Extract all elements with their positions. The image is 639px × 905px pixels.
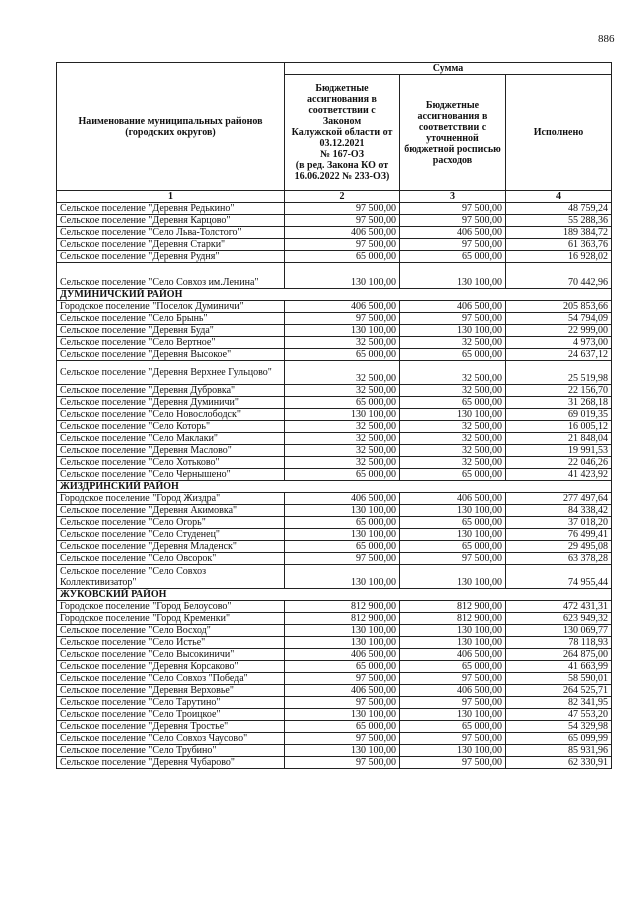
executed-value: 16 928,02 [506, 251, 612, 263]
refined-allocation-value: 65 000,00 [400, 251, 506, 263]
settlement-name: Сельское поселение "Деревня Акимовка" [57, 505, 285, 517]
executed-value: 47 553,20 [506, 709, 612, 721]
refined-allocation-value: 812 900,00 [400, 601, 506, 613]
settlement-name: Сельское поселение "Село Овсорок" [57, 553, 285, 565]
executed-value: 22 999,00 [506, 325, 612, 337]
refined-allocation-value: 32 500,00 [400, 445, 506, 457]
executed-value: 82 341,95 [506, 697, 612, 709]
header-law-allocation: Бюджетные ассигнования в соответствии с Законом Калужской области от 03.12.2021 № 167-ОЗ (в ред. Закона КО от 16.06.2022 № 233-ОЗ) [285, 75, 400, 191]
executed-value: 19 991,53 [506, 445, 612, 457]
executed-value: 277 497,64 [506, 493, 612, 505]
settlement-name: Сельское поселение "Деревня Корсаково" [57, 661, 285, 673]
law-allocation-value: 130 100,00 [285, 409, 400, 421]
settlement-name: Сельское поселение "Село Огорь" [57, 517, 285, 529]
table-row [57, 733, 612, 745]
executed-value: 24 637,12 [506, 349, 612, 361]
table-row [57, 385, 612, 397]
refined-allocation-value: 130 100,00 [400, 565, 506, 589]
law-allocation-value: 812 900,00 [285, 601, 400, 613]
table-row [57, 337, 612, 349]
table-row [57, 251, 612, 263]
table-row [57, 505, 612, 517]
executed-value: 25 519,98 [506, 361, 612, 385]
table-row [57, 203, 612, 215]
executed-value: 264 875,00 [506, 649, 612, 661]
executed-value: 58 590,01 [506, 673, 612, 685]
law-allocation-value: 406 500,00 [285, 227, 400, 239]
executed-value: 205 853,66 [506, 301, 612, 313]
executed-value: 31 268,18 [506, 397, 612, 409]
header-refined-allocation: Бюджетные ассигнования в соответствии с уточненной бюджетной росписью расходов [400, 75, 506, 191]
refined-allocation-value: 32 500,00 [400, 421, 506, 433]
law-allocation-value: 97 500,00 [285, 313, 400, 325]
district-section-row [57, 481, 612, 493]
law-allocation-value: 130 100,00 [285, 565, 400, 589]
law-allocation-value: 130 100,00 [285, 637, 400, 649]
executed-value: 48 759,24 [506, 203, 612, 215]
refined-allocation-value: 130 100,00 [400, 529, 506, 541]
refined-allocation-value: 406 500,00 [400, 227, 506, 239]
refined-allocation-value: 32 500,00 [400, 385, 506, 397]
district-section-row [57, 289, 612, 301]
refined-allocation-value: 97 500,00 [400, 313, 506, 325]
district-name: ЖИЗДРИНСКИЙ РАЙОН [57, 481, 612, 493]
law-allocation-value: 32 500,00 [285, 421, 400, 433]
settlement-name: Сельское поселение "Село Студенец" [57, 529, 285, 541]
table-row [57, 757, 612, 769]
column-number: 2 [285, 191, 400, 203]
settlement-name: Сельское поселение "Деревня Карцово" [57, 215, 285, 227]
settlement-name: Сельское поселение "Деревня Чубарово" [57, 757, 285, 769]
refined-allocation-value: 97 500,00 [400, 673, 506, 685]
settlement-name: Сельское поселение "Село Льва-Толстого" [57, 227, 285, 239]
executed-value: 65 099,99 [506, 733, 612, 745]
executed-value: 37 018,20 [506, 517, 612, 529]
executed-value: 189 384,72 [506, 227, 612, 239]
table-row [57, 553, 612, 565]
settlement-name: Сельское поселение "Деревня Старки" [57, 239, 285, 251]
refined-allocation-value: 97 500,00 [400, 553, 506, 565]
refined-allocation-value: 406 500,00 [400, 301, 506, 313]
table-row [57, 517, 612, 529]
settlement-name: Сельское поселение "Село Тарутино" [57, 697, 285, 709]
refined-allocation-value: 65 000,00 [400, 721, 506, 733]
law-allocation-value: 65 000,00 [285, 517, 400, 529]
law-allocation-value: 130 100,00 [285, 709, 400, 721]
executed-value: 84 338,42 [506, 505, 612, 517]
table-row [57, 565, 612, 589]
executed-value: 74 955,44 [506, 565, 612, 589]
law-allocation-value: 32 500,00 [285, 361, 400, 385]
table-row [57, 529, 612, 541]
settlement-name: Сельское поселение "Село Брынь" [57, 313, 285, 325]
law-allocation-value: 97 500,00 [285, 553, 400, 565]
table-row [57, 649, 612, 661]
settlement-name: Сельское поселение "Село Троицкое" [57, 709, 285, 721]
executed-value: 54 329,98 [506, 721, 612, 733]
page-number: 886 [598, 33, 615, 45]
refined-allocation-value: 97 500,00 [400, 203, 506, 215]
executed-value: 61 363,76 [506, 239, 612, 251]
settlement-name: Городское поселение "Город Кременки" [57, 613, 285, 625]
settlement-name: Сельское поселение "Село Вертное" [57, 337, 285, 349]
refined-allocation-value: 65 000,00 [400, 661, 506, 673]
district-section-row [57, 589, 612, 601]
law-allocation-value: 406 500,00 [285, 649, 400, 661]
law-allocation-value: 130 100,00 [285, 529, 400, 541]
table-row [57, 721, 612, 733]
law-allocation-value: 130 100,00 [285, 625, 400, 637]
table-row [57, 601, 612, 613]
refined-allocation-value: 812 900,00 [400, 613, 506, 625]
refined-allocation-value: 130 100,00 [400, 709, 506, 721]
header-executed: Исполнено [506, 75, 612, 191]
district-name: ДУМИНИЧСКИЙ РАЙОН [57, 289, 612, 301]
table-row [57, 409, 612, 421]
executed-value: 54 794,09 [506, 313, 612, 325]
settlement-name: Сельское поселение "Село Которь" [57, 421, 285, 433]
executed-value: 22 156,70 [506, 385, 612, 397]
refined-allocation-value: 32 500,00 [400, 361, 506, 385]
law-allocation-value: 65 000,00 [285, 541, 400, 553]
law-allocation-value: 97 500,00 [285, 757, 400, 769]
table-row [57, 301, 612, 313]
refined-allocation-value: 406 500,00 [400, 685, 506, 697]
executed-value: 41 663,99 [506, 661, 612, 673]
law-allocation-value: 97 500,00 [285, 733, 400, 745]
settlement-name: Сельское поселение "Село Совхоз Коллективизатор" [57, 565, 285, 589]
executed-value: 76 499,41 [506, 529, 612, 541]
table-row [57, 745, 612, 757]
refined-allocation-value: 97 500,00 [400, 215, 506, 227]
refined-allocation-value: 130 100,00 [400, 745, 506, 757]
settlement-name: Сельское поселение "Деревня Дубровка" [57, 385, 285, 397]
budget-table [56, 62, 612, 769]
refined-allocation-value: 65 000,00 [400, 517, 506, 529]
law-allocation-value: 32 500,00 [285, 337, 400, 349]
table-row [57, 433, 612, 445]
refined-allocation-value: 65 000,00 [400, 397, 506, 409]
executed-value: 41 423,92 [506, 469, 612, 481]
table-row [57, 457, 612, 469]
executed-value: 623 949,32 [506, 613, 612, 625]
header-sum: Сумма [285, 63, 612, 75]
law-allocation-value: 65 000,00 [285, 251, 400, 263]
refined-allocation-value: 97 500,00 [400, 239, 506, 251]
law-allocation-value: 97 500,00 [285, 203, 400, 215]
executed-value: 16 005,12 [506, 421, 612, 433]
law-allocation-value: 32 500,00 [285, 433, 400, 445]
executed-value: 29 495,08 [506, 541, 612, 553]
settlement-name: Сельское поселение "Село Маклаки" [57, 433, 285, 445]
law-allocation-value: 130 100,00 [285, 263, 400, 289]
table-row [57, 325, 612, 337]
executed-value: 130 069,77 [506, 625, 612, 637]
settlement-name: Сельское поселение "Деревня Рудня" [57, 251, 285, 263]
executed-value: 472 431,31 [506, 601, 612, 613]
settlement-name: Городское поселение "Город Жиздра" [57, 493, 285, 505]
law-allocation-value: 65 000,00 [285, 397, 400, 409]
table-row [57, 313, 612, 325]
law-allocation-value: 32 500,00 [285, 385, 400, 397]
law-allocation-value: 130 100,00 [285, 505, 400, 517]
settlement-name: Сельское поселение "Село Чернышено" [57, 469, 285, 481]
settlement-name: Сельское поселение "Деревня Тростье" [57, 721, 285, 733]
law-allocation-value: 97 500,00 [285, 239, 400, 251]
refined-allocation-value: 97 500,00 [400, 733, 506, 745]
table-row [57, 637, 612, 649]
settlement-name: Сельское поселение "Село Трубино" [57, 745, 285, 757]
settlement-name: Сельское поселение "Село Совхоз им.Ленина" [57, 263, 285, 289]
table-row [57, 421, 612, 433]
refined-allocation-value: 130 100,00 [400, 325, 506, 337]
column-number: 1 [57, 191, 285, 203]
column-number: 4 [506, 191, 612, 203]
refined-allocation-value: 97 500,00 [400, 757, 506, 769]
table-row [57, 625, 612, 637]
table-row [57, 685, 612, 697]
executed-value: 21 848,04 [506, 433, 612, 445]
settlement-name: Сельское поселение "Село Хотьково" [57, 457, 285, 469]
refined-allocation-value: 406 500,00 [400, 649, 506, 661]
settlement-name: Сельское поселение "Село Истье" [57, 637, 285, 649]
table-row [57, 493, 612, 505]
refined-allocation-value: 65 000,00 [400, 349, 506, 361]
law-allocation-value: 97 500,00 [285, 215, 400, 227]
executed-value: 85 931,96 [506, 745, 612, 757]
settlement-name: Сельское поселение "Село Высокиничи" [57, 649, 285, 661]
table-row [57, 697, 612, 709]
refined-allocation-value: 130 100,00 [400, 263, 506, 289]
executed-value: 4 973,00 [506, 337, 612, 349]
settlement-name: Городское поселение "Поселок Думиничи" [57, 301, 285, 313]
refined-allocation-value: 130 100,00 [400, 637, 506, 649]
settlement-name: Сельское поселение "Село Совхоз Чаусово" [57, 733, 285, 745]
district-name: ЖУКОВСКИЙ РАЙОН [57, 589, 612, 601]
executed-value: 70 442,96 [506, 263, 612, 289]
settlement-name: Сельское поселение "Село Совхоз "Победа" [57, 673, 285, 685]
table-row [57, 469, 612, 481]
settlement-name: Сельское поселение "Село Восход" [57, 625, 285, 637]
law-allocation-value: 65 000,00 [285, 721, 400, 733]
table-row [57, 227, 612, 239]
table-row [57, 349, 612, 361]
refined-allocation-value: 32 500,00 [400, 433, 506, 445]
law-allocation-value: 406 500,00 [285, 301, 400, 313]
executed-value: 78 118,93 [506, 637, 612, 649]
executed-value: 62 330,91 [506, 757, 612, 769]
settlement-name: Сельское поселение "Деревня Высокое" [57, 349, 285, 361]
settlement-name: Сельское поселение "Село Новослободск" [57, 409, 285, 421]
table-row [57, 661, 612, 673]
law-allocation-value: 32 500,00 [285, 457, 400, 469]
settlement-name: Сельское поселение "Деревня Верхнее Гульцово" [57, 361, 285, 385]
table-row [57, 215, 612, 227]
refined-allocation-value: 32 500,00 [400, 337, 506, 349]
law-allocation-value: 406 500,00 [285, 685, 400, 697]
executed-value: 63 378,28 [506, 553, 612, 565]
law-allocation-value: 65 000,00 [285, 469, 400, 481]
table-row [57, 613, 612, 625]
refined-allocation-value: 130 100,00 [400, 625, 506, 637]
refined-allocation-value: 130 100,00 [400, 505, 506, 517]
law-allocation-value: 97 500,00 [285, 697, 400, 709]
table-row [57, 263, 612, 289]
table-row [57, 397, 612, 409]
executed-value: 55 288,36 [506, 215, 612, 227]
refined-allocation-value: 97 500,00 [400, 697, 506, 709]
settlement-name: Сельское поселение "Деревня Верховье" [57, 685, 285, 697]
settlement-name: Сельское поселение "Деревня Думиничи" [57, 397, 285, 409]
table-row [57, 445, 612, 457]
table-row [57, 361, 612, 385]
law-allocation-value: 65 000,00 [285, 349, 400, 361]
law-allocation-value: 130 100,00 [285, 745, 400, 757]
refined-allocation-value: 65 000,00 [400, 541, 506, 553]
law-allocation-value: 65 000,00 [285, 661, 400, 673]
column-number: 3 [400, 191, 506, 203]
refined-allocation-value: 32 500,00 [400, 457, 506, 469]
executed-value: 264 525,71 [506, 685, 612, 697]
table-row [57, 709, 612, 721]
settlement-name: Сельское поселение "Деревня Младенск" [57, 541, 285, 553]
table-row [57, 673, 612, 685]
law-allocation-value: 130 100,00 [285, 325, 400, 337]
executed-value: 22 046,26 [506, 457, 612, 469]
refined-allocation-value: 406 500,00 [400, 493, 506, 505]
table-row [57, 541, 612, 553]
law-allocation-value: 406 500,00 [285, 493, 400, 505]
settlement-name: Сельское поселение "Деревня Буда" [57, 325, 285, 337]
executed-value: 69 019,35 [506, 409, 612, 421]
table-row [57, 239, 612, 251]
settlement-name: Сельское поселение "Деревня Маслово" [57, 445, 285, 457]
refined-allocation-value: 130 100,00 [400, 409, 506, 421]
law-allocation-value: 32 500,00 [285, 445, 400, 457]
law-allocation-value: 812 900,00 [285, 613, 400, 625]
settlement-name: Сельское поселение "Деревня Редькино" [57, 203, 285, 215]
header-municipality: Наименование муниципальных районов (городских округов) [57, 63, 285, 191]
refined-allocation-value: 65 000,00 [400, 469, 506, 481]
law-allocation-value: 97 500,00 [285, 673, 400, 685]
settlement-name: Городское поселение "Город Белоусово" [57, 601, 285, 613]
table-body [57, 203, 612, 769]
